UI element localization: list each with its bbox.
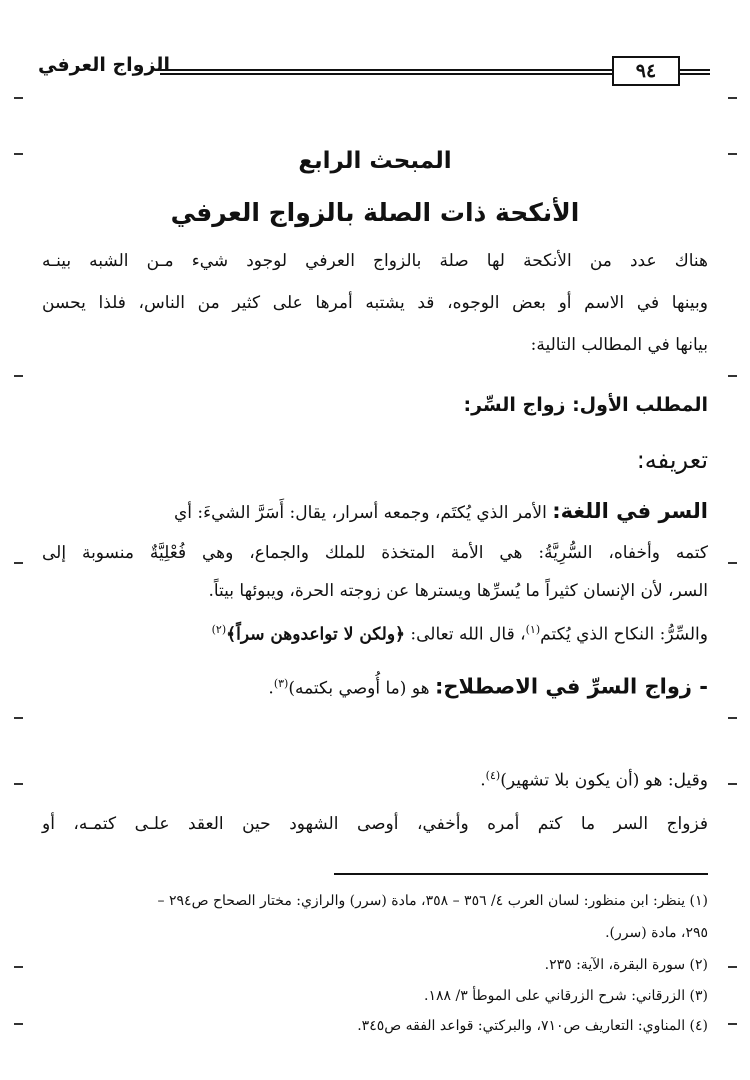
lugha-line-1 <box>42 495 708 529</box>
footnote-ref-1: (١) <box>525 623 541 636</box>
margin-tick <box>728 717 737 719</box>
margin-tick <box>14 783 23 785</box>
istilah-text: هو (ما أُوصي بكتمه) <box>288 678 430 699</box>
matlab-heading: المطلب الأول: زواج السِّر: <box>463 394 708 416</box>
istilah-line <box>42 668 708 705</box>
intro-line: هناك عدد من الأنكحة لها صلة بالزواج العرفي لوجود شيء مـن الشبه بينـه <box>42 251 708 271</box>
margin-tick <box>14 375 23 377</box>
definition-heading: تعريفه: <box>636 446 708 474</box>
quran-intro: ، قال الله تعالى: <box>410 624 526 645</box>
header-rule <box>160 69 612 75</box>
margin-tick <box>14 97 23 99</box>
intro-line: وبينها في الاسم أو بعض الوجوه، قد يشتبه أمرها على كثير من الناس، فلذا يحسن <box>42 293 708 313</box>
running-title: الزواج العرفي <box>38 54 170 76</box>
footnote: (٤) المناوي: التعاريف ص٧١٠، والبركتي: قواعد الفقه ص٣٤٥. <box>357 1018 708 1034</box>
margin-tick <box>728 375 737 377</box>
section-subtitle: الأنكحة ذات الصلة بالزواج العرفي <box>170 198 580 227</box>
footnote: (٢) سورة البقرة، الآية: ٢٣٥. <box>544 957 708 973</box>
qila-line <box>42 764 708 793</box>
footnote-separator <box>334 873 708 875</box>
margin-tick <box>728 1023 737 1025</box>
section-title: المبحث الرابع <box>298 148 452 174</box>
margin-tick <box>728 562 737 564</box>
lugha-line-2: كتمه وأخفاه، السُّرِيَّةُ: هي الأمة المتخذة للملك والجماع، وهي فُعْلِيَّةٌ منسوبة إلى <box>42 543 708 563</box>
qila-end: . <box>480 770 486 791</box>
quran-quote: ﴿ولكن لا تواعدوهن سراً﴾ <box>226 624 405 645</box>
footnote-ref-4: (٤) <box>485 769 501 782</box>
margin-tick <box>14 562 23 564</box>
lugha-line-4 <box>42 618 708 647</box>
margin-tick <box>728 783 737 785</box>
margin-tick <box>14 966 23 968</box>
intro-line: بيانها في المطالب التالية: <box>530 335 708 355</box>
term-istilah: - زواج السرِّ في الاصطلاح: <box>434 674 708 699</box>
closing-line: فزواج السر ما كتم أمره وأخفي، أوصى الشهود حين العقد علـى كتمـه، أو <box>42 814 708 834</box>
margin-tick <box>14 1023 23 1025</box>
header-rule-tail <box>680 69 710 75</box>
sirr-definition: والسِّرُّ: النكاح الذي يُكتم <box>540 624 708 645</box>
footnote: (٣) الزرقاني: شرح الزرقاني على الموطأ ٣/ ١٨٨. <box>424 988 708 1004</box>
page-number: ٩٤ <box>612 56 680 86</box>
istilah-end: . <box>268 678 274 699</box>
margin-tick <box>728 97 737 99</box>
footnote-ref-2: (٢) <box>211 623 227 636</box>
lugha-text: الأمر الذي يُكتَم، وجمعه أسرار، يقال: أَسَرَّ الشيءَ: أي <box>173 503 547 523</box>
qila-text: وقيل: هو (أن يكون بلا تشهير) <box>500 770 708 791</box>
term-lugha: السر في اللغة: <box>552 499 708 523</box>
footnote-ref-3: (٣) <box>273 677 289 690</box>
footnote: (١) ينظر: ابن منظور: لسان العرب ٤/ ٣٥٦ – ٣٥٨، مادة (سرر) والرازي: مختار الصحاح ص٢٩٤ – <box>157 893 708 909</box>
footnote: ٢٩٥، مادة (سرر). <box>605 925 708 941</box>
lugha-line-3: السر، لأن الإنسان كثيراً ما يُسرِّها ويسترها عن زوجته الحرة، ويبوئها بيتاً. <box>208 581 708 601</box>
margin-tick <box>14 717 23 719</box>
margin-tick <box>728 966 737 968</box>
